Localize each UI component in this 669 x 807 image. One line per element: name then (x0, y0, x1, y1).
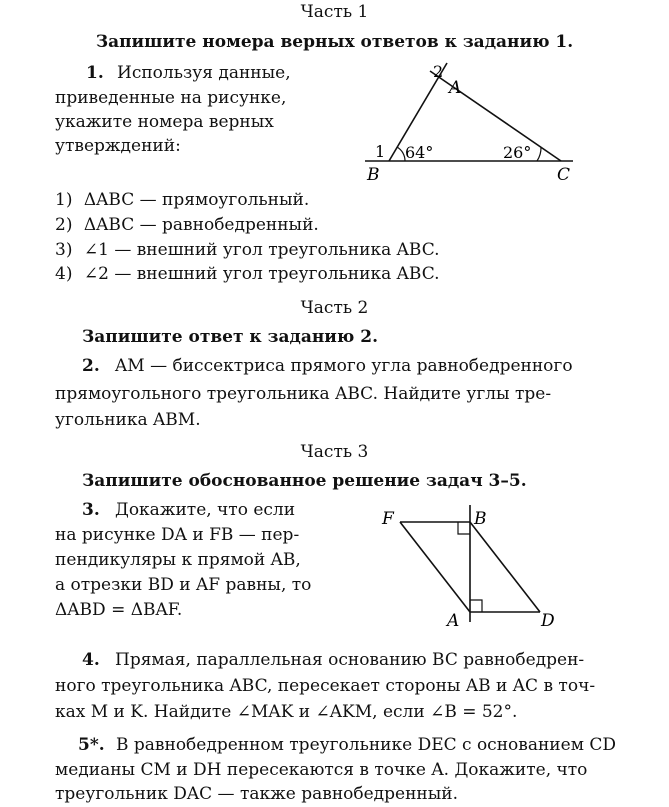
task5-number: 5*. (78, 735, 105, 755)
task3-line-1: Докажите, что если (115, 500, 296, 520)
label-d: D (541, 611, 555, 631)
task1-line-3: укажите номера верных (55, 112, 274, 132)
option-text: ΔABC — равнобедренный. (83, 215, 319, 235)
option-number: 4) (55, 264, 73, 284)
task5-line-1: В равнобедренном треугольнике DEC с основанием CD (116, 735, 616, 755)
part2-title: Часть 2 (300, 298, 369, 318)
task4-line-1: Прямая, параллельная основанию BC равнобедрен- (115, 650, 585, 670)
task3-parallelogram-figure (370, 500, 570, 635)
task1-option-2 (55, 215, 319, 235)
label-angle-1: 1 (375, 142, 386, 161)
segment-fa (400, 522, 470, 612)
part1-instruction: Запишите номера верных ответов к заданию 1. (95, 32, 574, 52)
label-angle-b: 64° (405, 143, 434, 162)
task1-line-2: приведенные на рисунке, (55, 88, 287, 108)
task2-line-1: AM — биссектриса прямого угла равнобедренного (115, 356, 573, 376)
option-text: ΔABC — прямоугольный. (83, 190, 310, 210)
task3-line-2: на рисунке DA и FB — пер- (55, 525, 300, 545)
task1-number: 1. (86, 63, 104, 83)
label-vertex-c: C (557, 165, 571, 185)
label-a: A (447, 611, 460, 631)
label-vertex-a: A (449, 78, 462, 98)
label-f: F (382, 509, 394, 529)
option-number: 1) (55, 190, 73, 210)
task1-line-1: Используя данные, (117, 63, 291, 83)
part1-title: Часть 1 (300, 2, 369, 22)
task4-line-3: ках M и K. Найдите ∠MAK и ∠AKM, если ∠B = 52°. (55, 702, 518, 722)
option-text: ∠2 — внешний угол треугольника ABC. (83, 264, 440, 284)
task1-option-3 (55, 240, 440, 260)
arc-angle-b (397, 147, 405, 161)
label-angle-c: 26° (503, 143, 532, 162)
arc-angle-c (537, 147, 541, 161)
option-number: 3) (55, 240, 73, 260)
label-b: B (474, 509, 487, 529)
part2-instruction: Запишите ответ к заданию 2. (82, 327, 378, 347)
task2-number: 2. (82, 356, 100, 376)
part3-title: Часть 3 (300, 442, 369, 462)
task2-line-2: прямоугольного треугольника ABC. Найдите углы тре- (55, 384, 552, 404)
option-text: ∠1 — внешний угол треугольника ABC. (83, 240, 440, 260)
task3-line-5: ΔABD = ΔBAF. (55, 600, 183, 620)
task3-number: 3. (82, 500, 100, 520)
task1-triangle-figure (355, 55, 585, 185)
task1-option-4 (55, 264, 440, 284)
part3-instruction: Запишите обоснованное решение задач 3–5. (82, 471, 527, 491)
task2-line-3: угольника ABM. (55, 410, 201, 430)
label-angle-2: 2 (433, 62, 444, 81)
task4-number: 4. (82, 650, 100, 670)
task5-line-2: медианы CM и DH пересекаются в точке A. Докажите, что (55, 760, 588, 780)
segment-bd (470, 522, 540, 612)
label-vertex-b: B (367, 165, 380, 185)
right-angle-mark-a (470, 600, 482, 612)
task4-line-2: ного треугольника ABC, пересекает стороны AB и AC в точ- (55, 676, 596, 696)
task1-line-4: утверждений: (55, 136, 181, 156)
task3-line-4: а отрезки BD и AF равны, то (55, 575, 312, 595)
task1-option-1 (55, 190, 309, 210)
right-angle-mark-b (458, 522, 470, 534)
task5-line-3: треугольник DAC — также равнобедренный. (55, 784, 459, 804)
option-number: 2) (55, 215, 73, 235)
task3-line-3: пендикуляры к прямой AB, (55, 550, 301, 570)
